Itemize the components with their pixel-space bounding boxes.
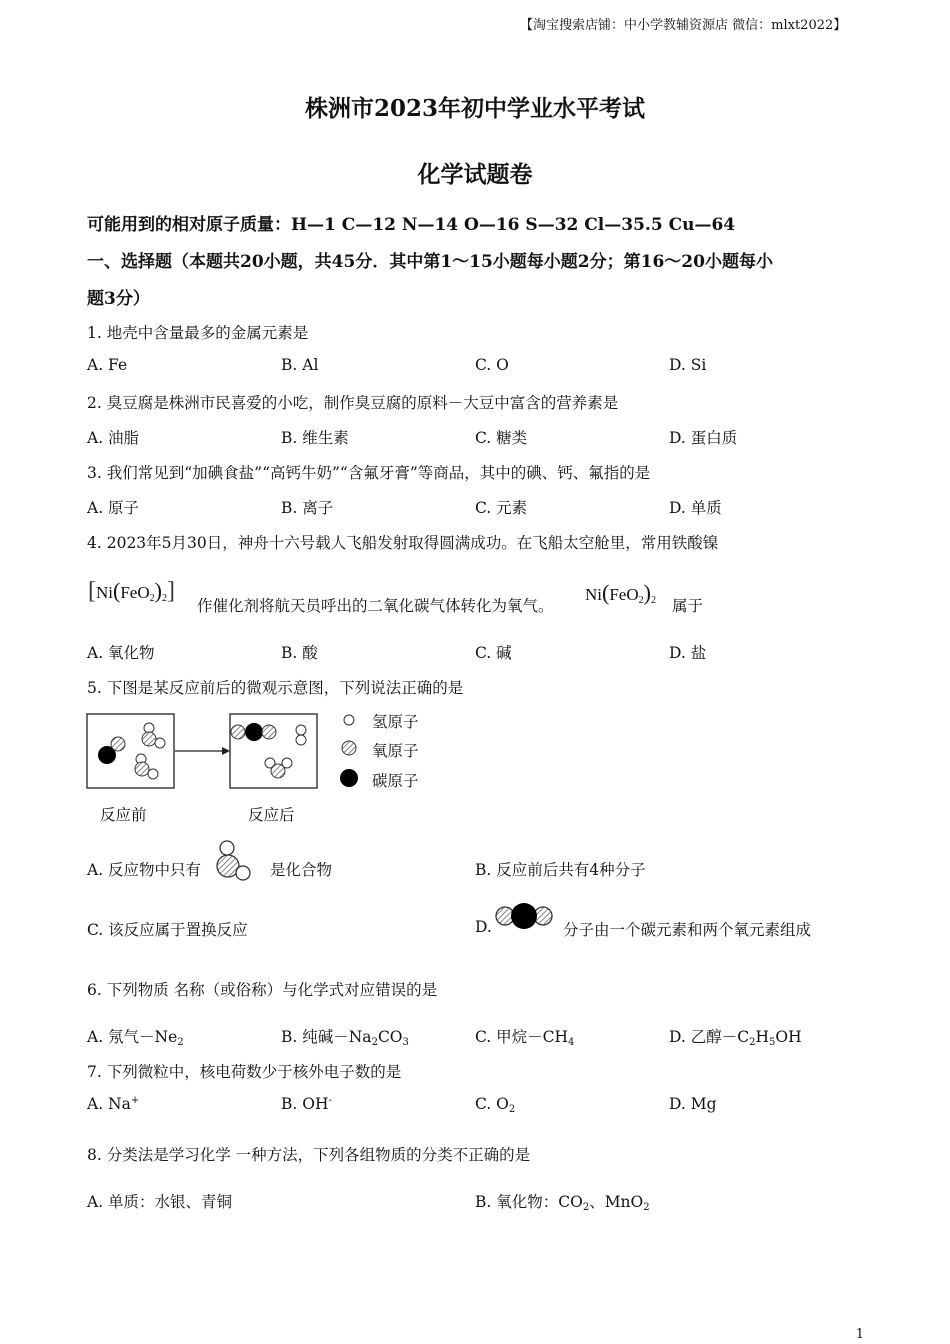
- q7-option-d: D. Mg: [669, 1095, 717, 1113]
- q5-option-b: B. 反应前后共有4种分子: [475, 861, 646, 879]
- question-3-stem: 3. 我们常见到“加碘食盐”“高钙牛奶”“含氟牙膏”等商品，其中的碘、钙、氟指的是: [87, 464, 651, 482]
- q4-option-b: B. 酸: [281, 644, 318, 662]
- atomic-masses: 可能用到的相对原子质量：H—1 C—12 N—14 O—16 S—32 Cl—35.5 Cu—64: [87, 215, 736, 235]
- water-molecule-icon: [210, 838, 260, 884]
- q6-option-d: D. 乙醇$-C_2H_5OH$: [669, 1028, 802, 1048]
- reaction-arrow: [175, 747, 230, 755]
- q4-option-a: A. 氧化物: [87, 644, 155, 662]
- legend-carbon-label: 碳原子: [372, 772, 419, 790]
- q7-option-b: B. OH-: [281, 1095, 332, 1113]
- question-4-text-end: 属于: [672, 597, 704, 615]
- section-heading-cont: 题3分）: [87, 289, 150, 309]
- question-1-stem: 1. 地壳中含量最多的金属元素是: [87, 324, 309, 342]
- legend-atoms: [340, 715, 358, 787]
- exam-title: 株洲市2023年初中学业水平考试: [304, 95, 645, 122]
- q2-option-b: B. 维生素: [281, 429, 349, 447]
- legend-oxygen-label: 氧原子: [372, 742, 419, 760]
- q8-option-a: A. 单质：水银、青铜: [87, 1193, 233, 1211]
- question-6-stem: 6. 下列物质 名称（或俗称）与化学式对应错误的是: [87, 981, 438, 999]
- q2-option-d: D. 蛋白质: [669, 429, 738, 447]
- question-4-text: 作催化剂将航天员呼出的二氧化碳气体转化为氧气。: [197, 597, 554, 615]
- question-7-stem: 7. 下列微粒中，核电荷数少于核外电子数的是: [87, 1063, 402, 1081]
- formula-nickel-ferrite: $Ni(FeO_2)_2$: [585, 580, 656, 606]
- after-box: [230, 714, 317, 788]
- q1-option-c: C. O: [475, 356, 509, 374]
- q2-option-a: A. 油脂: [87, 429, 140, 447]
- carbon-dioxide-molecule-icon: [494, 900, 556, 934]
- q4-option-d: D. 盐: [669, 644, 707, 662]
- q1-option-a: A. Fe: [87, 356, 128, 374]
- legend-hydrogen-label: 氢原子: [372, 713, 419, 731]
- q5-option-d-end: 分子由一个碳元素和两个氧元素组成: [563, 921, 812, 939]
- q3-option-c: C. 元素: [475, 499, 528, 517]
- q3-option-a: A. 原子: [87, 499, 140, 517]
- question-8-stem: 8. 分类法是学习化学 一种方法，下列各组物质的分类不正确的是: [87, 1146, 531, 1164]
- q7-option-a: A. Na+: [87, 1095, 140, 1113]
- q2-option-c: C. 糖类: [475, 429, 528, 447]
- before-box: [87, 714, 174, 788]
- q5-option-a: A. 反应物中只有: [87, 861, 202, 879]
- q5-option-a-end: 是化合物: [270, 861, 333, 879]
- formula-nickel-ferrite-bracketed: $[Ni(FeO_2)_2]$: [88, 578, 175, 604]
- page-number: 1: [855, 1327, 864, 1342]
- q1-option-b: B. Al: [281, 356, 319, 374]
- q6-option-c: C. 甲烷$-CH_4$: [475, 1028, 575, 1048]
- q3-option-d: D. 单质: [669, 499, 722, 517]
- q6-option-a: A. 氖气$-Ne_2$: [87, 1028, 184, 1048]
- label-before-reaction: 反应前: [100, 806, 147, 824]
- q6-option-b: B. 纯碱$-Na_2CO_3$: [281, 1028, 409, 1048]
- q5-option-c: C. 该反应属于置换反应: [87, 921, 248, 939]
- question-5-stem: 5. 下图是某反应前后的微观示意图，下列说法正确的是: [87, 679, 464, 697]
- q4-option-c: C. 碱: [475, 644, 512, 662]
- section-heading: 一、选择题（本题共20小题，共45分．其中第1～15小题每小题2分；第16～20小题每小: [87, 252, 773, 272]
- question-4-stem: 4. 2023年5月30日，神舟十六号载人飞船发射取得圆满成功。在飞船太空舱里，常用铁酸镍: [87, 534, 719, 552]
- question-2-stem: 2. 臭豆腐是株洲市民喜爱的小吃，制作臭豆腐的原料－大豆中富含的营养素是: [87, 394, 619, 412]
- label-after-reaction: 反应后: [248, 806, 295, 824]
- q3-option-b: B. 离子: [281, 499, 334, 517]
- q5-option-d: D.: [475, 918, 492, 936]
- q8-option-b: B. 氧化物：$CO_2$、MnO$_2$: [475, 1193, 650, 1213]
- header-note: 【淘宝搜索店铺：中小学教辅资源店 微信：mlxt2022】: [520, 18, 847, 33]
- exam-subtitle: 化学试题卷: [417, 161, 533, 188]
- q7-option-c: C. $O_2$: [475, 1095, 516, 1115]
- q1-option-d: D. Si: [669, 356, 707, 374]
